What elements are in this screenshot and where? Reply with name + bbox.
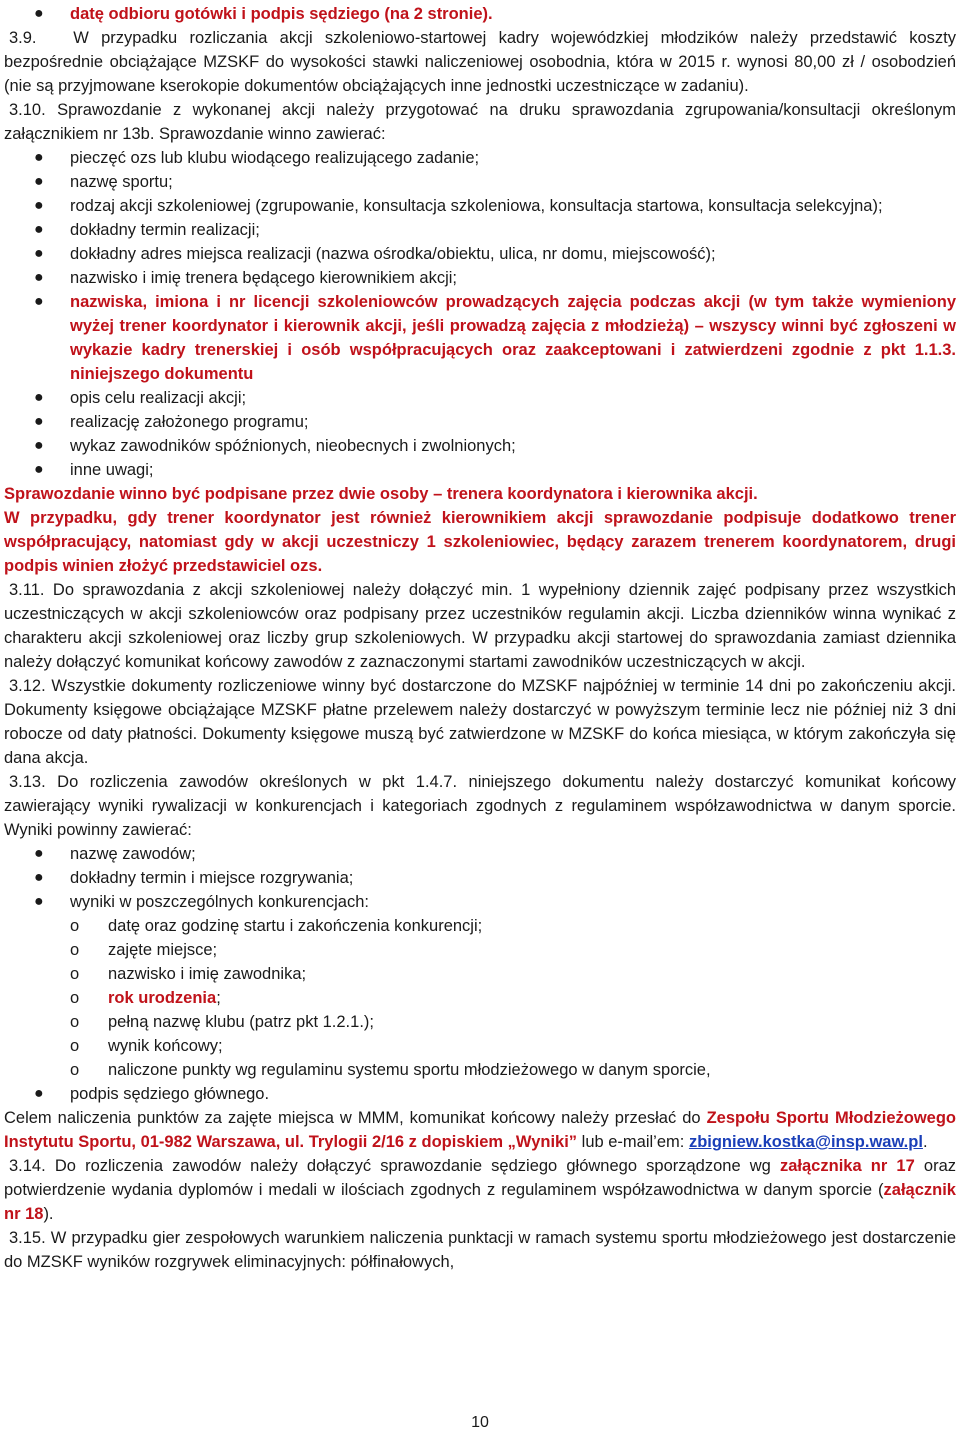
paragraph-text: Do sprawozdania z akcji szkoleniowej należy dołączyć min. 1 wypełniony dziennik zajęć podpisany przez wszystkich uczestniczących w akcji szkoleniowców oraz podpisany przez uczestników regulamin akcji. Liczba dzienników winna wynikać z charakteru akcji szkoleniowej oraz liczby grup szkoleniowych. W przypadku akcji startowej do sprawozdania zamiast dziennika należy dołączyć komunikat końcowy zawodów z zaznaczonymi startami zawodników uczestniczących w akcji. [4,581,956,671]
paragraph-text: . [922,1133,928,1151]
circle-o-icon: o [70,941,80,959]
bullet-list-top [4,2,956,26]
paragraph-text: Do rozliczenia zawodów określonych w pkt 1.4.7. niniejszego dokumentu należy dostarczyć komunikat końcowy zawierający wyniki rywalizacji w konkurencjach i kategoriach zgodnych z regulaminem współzawodnictwa w danym sporcie. Wyniki powinny zawierać: [4,773,956,839]
bullet-list-3-10 [4,146,956,482]
sub-list-item [4,986,956,1010]
sub-item-text: ; [216,989,221,1007]
bullet-dot-icon: ● [34,173,44,190]
bullet-text: dokładny termin i miejsce rozgrywania; [70,869,354,887]
institute-address: Zespołu Sportu Młodzieżowego Instytutu Sportu, 01-982 Warszawa, ul. Trylogii 2/16 z dopiskiem „Wyniki” [4,1109,956,1151]
list-item [4,434,956,458]
bullet-text: opis celu realizacji akcji; [70,389,247,407]
list-item [4,170,956,194]
circle-o-icon: o [70,1037,80,1055]
paragraph-text: oraz potwierdzenie wydania dyplomów i medali w ilościach zgodnych z regulaminem współzawodnictwa w danym sporcie ( [4,1157,956,1199]
bullet-dot-icon: ● [34,461,44,478]
bullet-dot-icon: ● [34,389,44,406]
list-item [4,266,956,290]
list-item [4,290,956,386]
section-number: 3.15. [9,1229,46,1247]
bullet-text: inne uwagi; [70,461,154,479]
sub-list-item [4,914,956,938]
bullet-dot-icon: ● [34,5,44,22]
list-item [4,410,956,434]
paragraph-text: W przypadku gier zespołowych warunkiem naliczenia punktacji w ramach systemu sportu młodzieżowego jest dostarczenie do MZSKF wyników rozgrywek eliminacyjnych: półfinałowych, [4,1229,957,1271]
sub-item-text: nazwisko i imię zawodnika; [108,965,307,983]
paragraph-3-11 [4,578,956,674]
paragraph-3-14 [4,1154,956,1226]
paragraph-text-2: Sprawozdanie winno zawierać: [154,125,386,143]
attachment-18-ref: załącznik nr 18 [4,1181,956,1223]
list-item [4,218,956,242]
section-number: 3.9. [9,29,37,47]
paragraph-3-10 [4,98,956,146]
sub-list-item [4,938,956,962]
paragraph-text: W przypadku rozliczania akcji szkoleniowo-startowej kadry wojewódzkiej młodzików należy przedstawić koszty bezpośrednie obciążające MZSKF do wysokości stawki naliczeniowej osobodnia, która w 2015 r. wynosi 80,00 zł / osobodzień (nie są przyjmowane kserokopie dokumentów obciążających inne jednostki uczestniczące w zadaniu). [4,29,956,95]
sub-item-text: pełną nazwę klubu (patrz pkt 1.2.1.); [108,1013,374,1031]
section-number: 3.11. [9,581,45,599]
bullet-dot-icon: ● [34,869,44,886]
sub-list-item [4,1058,956,1082]
list-item [4,890,956,914]
sub-list-results [4,914,956,1082]
list-item [4,386,956,410]
circle-o-icon: o [70,917,80,935]
section-number: 3.14. [9,1157,46,1175]
sub-item-text: zajęte miejsce; [108,941,218,959]
bullet-dot-icon: ● [34,245,44,262]
list-item [4,458,956,482]
document-page [4,2,956,1274]
bullet-text: nazwę zawodów; [70,845,196,863]
bullet-list-3-13 [4,842,956,914]
paragraph-text: Wszystkie dokumenty rozliczeniowe winny być dostarczone do MZSKF najpóźniej w terminie 14 dni po zakończeniu akcji. Dokumenty księgowe obciążające MZSKF płatne przelewem należy dostarczyć w powyższym terminie lecz nie później niż 3 dni robocze od daty płatności. Dokumenty księgowe muszą być zatwierdzone w MZSKF do końca miesiąca, w którym zakończyła się dana akcja. [4,677,956,767]
paragraph-results-submission [4,1106,956,1154]
bullet-dot-icon: ● [34,845,44,862]
circle-o-icon: o [70,1013,80,1031]
bullet-dot-icon: ● [34,893,44,910]
bullet-dot-icon: ● [34,1085,44,1102]
paragraph-text: ). [43,1205,54,1223]
sub-list-item [4,962,956,986]
bullet-text: nazwisko i imię trenera będącego kierownikiem akcji; [70,269,458,287]
sub-item-text: wynik końcowy; [108,1037,223,1055]
bullet-dot-icon: ● [34,293,44,310]
paragraph-text: lub e-mail’em: [577,1133,689,1151]
bullet-text: pieczęć ozs lub klubu wiodącego realizującego zadanie; [70,149,480,167]
sub-list-item [4,1010,956,1034]
paragraph-3-15 [4,1226,956,1274]
paragraph-3-12 [4,674,956,770]
bullet-text: wyniki w poszczególnych konkurencjach: [70,893,369,911]
red-note-part-1: W przypadku, gdy trener koordynator jest również kierownikiem akcji sprawozdanie podpisuje dodatkowo trener współpracujący [4,509,956,551]
bullet-dot-icon: ● [34,197,44,214]
bullet-text: realizację założonego programu; [70,413,309,431]
sub-item-text-red: rok urodzenia [108,989,217,1007]
page-number: 10 [471,1414,489,1431]
bullet-text: podpis sędziego głównego. [70,1085,270,1103]
bullet-text: wykaz zawodników spóźnionych, nieobecnych i zwolnionych; [70,437,516,455]
list-item [4,866,956,890]
email-link[interactable]: zbigniew.kostka@insp.waw.pl [688,1133,923,1151]
list-item [4,242,956,266]
list-item [4,194,956,218]
bullet-dot-icon: ● [34,437,44,454]
bullet-dot-icon: ● [34,269,44,286]
section-number: 3.12. [9,677,46,695]
red-note-coordinator [4,506,956,578]
bullet-text: nazwę sportu; [70,173,173,191]
bullet-dot-icon: ● [34,413,44,430]
red-note-signatures: Sprawozdanie winno być podpisane przez dwie osoby – trenera koordynatora i kierownika akcji. [4,485,758,503]
bullet-text: dokładny termin realizacji; [70,221,260,239]
list-item [4,2,956,26]
bullet-dot-icon: ● [34,221,44,238]
paragraph-3-13 [4,770,956,842]
sub-item-text: naliczone punkty wg regulaminu systemu sportu młodzieżowego w danym sporcie, [108,1061,711,1079]
paragraph-text: Sprawozdanie z wykonanej akcji należy przygotować na druku sprawozdania zgrupowania/konsultacji określonym załącznikiem nr 13b. [4,101,956,143]
circle-o-icon: o [70,989,80,1007]
bullet-dot-icon: ● [34,149,44,166]
paragraph-text: Do rozliczenia zawodów należy dołączyć sprawozdanie sędziego głównego sporządzone wg [54,1157,780,1175]
sub-list-item [4,1034,956,1058]
bullet-text: rodzaj akcji szkoleniowej (zgrupowanie, konsultacja szkoleniowa, konsultacja startowa, konsultacja selekcyjna); [70,197,883,215]
bullet-text: dokładny adres miejsca realizacji (nazwa ośrodka/obiektu, ulica, nr domu, miejscowość); [70,245,716,263]
attachment-17-ref: załącznika nr 17 [780,1157,915,1175]
circle-o-icon: o [70,1061,80,1079]
list-item [4,146,956,170]
paragraph-text: Celem naliczenia punktów za zajęte miejsca w MMM, komunikat końcowy należy przesłać do [4,1109,707,1127]
list-item [4,842,956,866]
sub-item-text: datę oraz godzinę startu i zakończenia konkurencji; [108,917,483,935]
list-item [4,1082,956,1106]
section-number: 3.10. [9,101,46,119]
section-number: 3.13. [9,773,46,791]
bullet-list-3-13-end [4,1082,956,1106]
circle-o-icon: o [70,965,80,983]
red-note-part-2: , natomiast gdy w akcji uczestniczy 1 szkoleniowiec, będący zarazem trenerem koordynatorem, drugi podpis winien złożyć przedstawiciel ozs. [4,533,956,575]
bullet-text: datę odbioru gotówki i podpis sędziego (na 2 stronie). [70,5,493,23]
paragraph-3-9 [4,26,956,98]
bullet-text-red: nazwiska, imiona i nr licencji szkoleniowców prowadzących zajęcia podczas akcji (w tym także wymieniony wyżej trener koordynator i kierownik akcji, jeśli prowadzą zajęcia z młodzieżą) – wszyscy winni być zgłoszeni w wykazie kadry trenerskiej i osób współpracujących oraz zaakceptowani i zatwierdzeni zgodnie z pkt 1.1.3. niniejszego dokumentu [70,293,956,383]
